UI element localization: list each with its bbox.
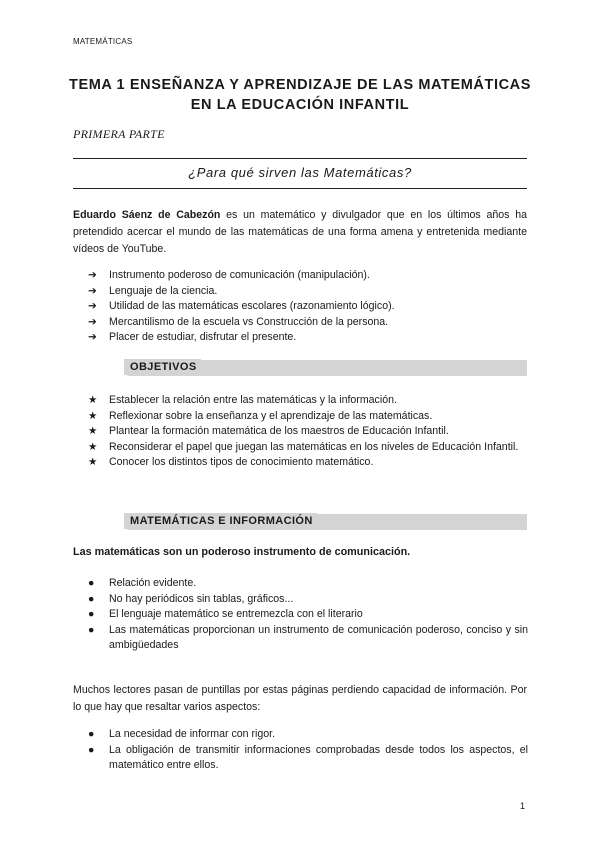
list-item: ● Relación evidente.: [88, 576, 528, 592]
author-name: Eduardo Sáenz de Cabezón: [73, 209, 221, 221]
title-line-1: TEMA 1 ENSEÑANZA Y APRENDIZAJE DE LAS MATEMÁTICAS: [68, 77, 532, 93]
intro-text: es un matemático y divulgador que en los últimos años ha pretendido acercar el mundo de las matemáticas de una forma amena y entretenida mediante vídeos de YouTube.: [73, 209, 528, 255]
list-item: ● Las matemáticas proporcionan un instrumento de comunicación poderoso, conciso y sin ambigüedades: [88, 623, 528, 652]
list-item: ★ Plantear la formación matemática de los maestros de Educación Infantil.: [88, 424, 528, 440]
arrow-icon: ➔: [88, 300, 97, 313]
bullet-icon: ●: [88, 623, 95, 636]
divider-bottom: [73, 188, 527, 189]
list-item: ★ Conocer los distintos tipos de conocimiento matemático.: [88, 455, 528, 471]
bullet-icon: ●: [88, 728, 95, 740]
bullet-icon: ●: [88, 592, 95, 605]
list-item: ● El lenguaje matemático se entremezcla con el literario: [88, 607, 528, 623]
list-item: ➔ Utilidad de las matemáticas escolares (razonamiento lógico).: [88, 299, 528, 315]
list-item: ➔ Mercantilismo de la escuela vs Construcción de la persona.: [88, 315, 528, 331]
list-item: ● No hay periódicos sin tablas, gráficos...: [88, 592, 528, 608]
divider-top: [73, 158, 527, 159]
star-icon: ★: [88, 456, 98, 469]
list-item: ➔ Placer de estudiar, disfrutar el presente.: [88, 330, 528, 346]
mat-info-list-2: [88, 727, 528, 774]
arrow-icon: ➔: [88, 269, 97, 281]
list-item: ★ Reconsiderar el papel que juegan las matemáticas en los niveles de Educación Infantil.: [88, 440, 528, 456]
running-header: MATEMÁTICAS: [73, 37, 133, 46]
arrow-icon: ➔: [88, 284, 97, 297]
star-icon: ★: [88, 440, 98, 453]
list-item: ● La obligación de transmitir informaciones comprobadas desde todos los aspectos, el matemático entre ellos.: [88, 743, 528, 772]
list-item: ★ Establecer la relación entre las matemáticas y la información.: [88, 393, 528, 409]
part-subtitle: PRIMERA PARTE: [73, 127, 165, 141]
mat-info-list: [88, 576, 528, 654]
arrow-icon: ➔: [88, 315, 97, 328]
intro-paragraph: [73, 207, 527, 258]
mat-info-paragraph: Muchos lectores pasan de puntillas por estas páginas perdiendo capacidad de información. Por lo que hay que resaltar varios aspectos:: [73, 684, 527, 713]
list-item: ● La necesidad de informar con rigor.: [88, 727, 528, 743]
page-number: 1: [520, 801, 526, 811]
mat-info-lead: Las matemáticas son un poderoso instrumento de comunicación.: [73, 546, 411, 558]
title-line-2: EN LA EDUCACIÓN INFANTIL: [190, 97, 410, 113]
objetivos-list: [88, 393, 528, 471]
mat-info-heading: MATEMÁTICAS E INFORMACIÓN: [124, 513, 317, 529]
list-item: ➔ Lenguaje de la ciencia.: [88, 284, 528, 300]
page-title: [60, 75, 540, 115]
star-icon: ★: [88, 409, 98, 422]
list-item: ★ Reflexionar sobre la enseñanza y el aprendizaje de las matemáticas.: [88, 409, 528, 425]
star-icon: ★: [88, 425, 98, 438]
bullet-icon: ●: [88, 608, 95, 621]
section-question: ¿Para qué sirven las Matemáticas?: [188, 165, 412, 180]
arrow-list: [88, 268, 528, 346]
arrow-icon: ➔: [88, 331, 97, 344]
objetivos-heading: OBJETIVOS: [124, 359, 201, 375]
list-item: ➔ Instrumento poderoso de comunicación (manipulación).: [88, 268, 528, 284]
bullet-icon: ●: [88, 577, 95, 589]
bullet-icon: ●: [88, 743, 95, 756]
star-icon: ★: [88, 394, 98, 406]
